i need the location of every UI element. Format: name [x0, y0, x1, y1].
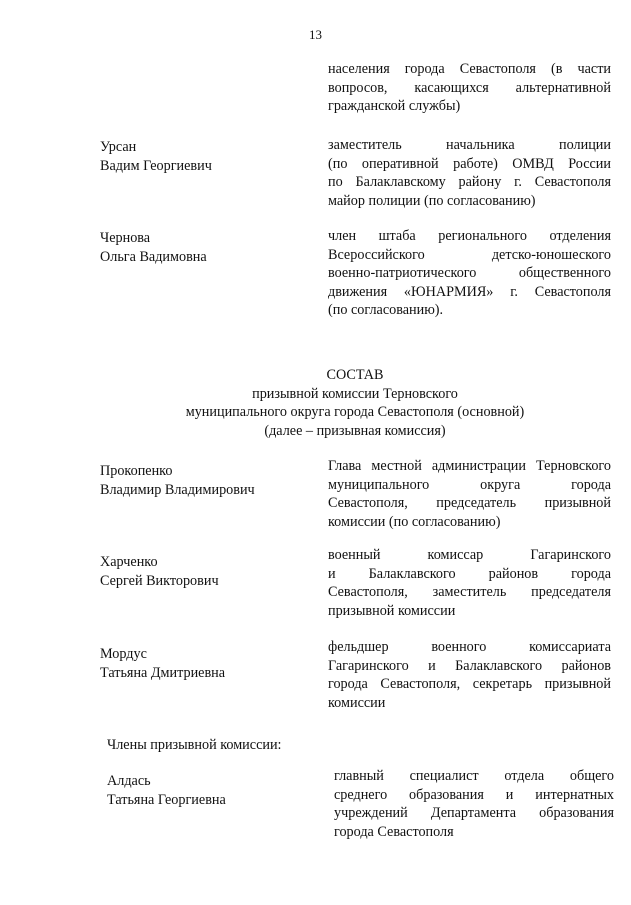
desc-line: (по оперативной работе) ОМВД России — [328, 155, 611, 172]
continuation-text — [328, 60, 611, 116]
section-subtitle: (далее – призывная комиссия) — [264, 422, 446, 439]
position-description — [328, 227, 611, 320]
person-name — [100, 462, 310, 499]
desc-line: Гагаринского и Балаклавского районов — [328, 657, 611, 674]
desc-line: главный специалист отдела общего — [334, 768, 614, 784]
person-name — [100, 138, 310, 175]
desc-line: города Севастополя — [334, 823, 454, 840]
desc-line: гражданской службы) — [328, 98, 461, 114]
desc-line: муниципального округа города — [328, 476, 611, 493]
surname: Харченко — [100, 554, 158, 570]
position-description — [328, 638, 611, 712]
desc-line: Глава местной администрации Терновского — [328, 458, 611, 474]
given-names: Татьяна Георгиевна — [107, 791, 226, 808]
surname: Чернова — [100, 230, 151, 246]
position-description — [334, 767, 614, 841]
person-name — [100, 553, 310, 590]
desc-line: среднего образования и интернатных — [334, 786, 614, 803]
desc-line: вопросов, касающихся альтернативной — [328, 79, 611, 96]
person-name — [107, 772, 317, 809]
desc-line: комиссии (по согласованию) — [328, 513, 501, 530]
section-title — [130, 366, 580, 440]
desc-line: член штаба регионального отделения — [328, 228, 611, 244]
desc-line: города Севастополя, секретарь призывной — [328, 676, 611, 692]
given-names: Сергей Викторович — [100, 572, 219, 589]
position-description — [328, 136, 611, 210]
surname: Урсан — [100, 139, 137, 155]
position-description — [328, 546, 611, 620]
desc-line: (по согласованию). — [328, 302, 444, 318]
given-names: Владимир Владимирович — [100, 481, 255, 498]
section-subtitle: призывной комиссии Терновского — [252, 385, 458, 402]
given-names: Татьяна Дмитриевна — [100, 664, 226, 681]
desc-line: населения города Севастополя (в части — [328, 61, 611, 77]
given-names: Ольга Вадимовна — [100, 248, 207, 265]
person-name — [100, 645, 310, 682]
desc-line: Севастополя, заместитель председателя — [328, 584, 611, 600]
position-description — [328, 457, 611, 531]
surname: Мордус — [100, 646, 147, 662]
desc-line: движения «ЮНАРМИЯ» г. Севастополя — [328, 283, 611, 300]
person-name — [100, 229, 310, 266]
desc-line: фельдшер военного комиссариата — [328, 639, 611, 655]
desc-line: комиссии — [328, 694, 386, 711]
section-heading: СОСТАВ — [326, 367, 384, 383]
page-number: 13 — [309, 27, 322, 42]
desc-line: военный комиссар Гагаринского — [328, 547, 611, 563]
desc-line: Всероссийского детско-юношеского — [328, 246, 611, 263]
surname: Прокопенко — [100, 463, 173, 479]
desc-line: майор полиции (по согласованию) — [328, 192, 536, 209]
given-names: Вадим Георгиевич — [100, 157, 212, 174]
members-label: Члены призывной комиссии: — [107, 737, 282, 753]
desc-line: заместитель начальника полиции — [328, 137, 611, 153]
section-subtitle: муниципального округа города Севастополя (основной) — [185, 404, 525, 420]
desc-line: призывной комиссии — [328, 602, 456, 619]
desc-line: по Балаклавскому району г. Севастополя — [328, 174, 611, 190]
surname: Алдась — [107, 773, 151, 789]
desc-line: военно-патриотического общественного — [328, 265, 611, 281]
desc-line: и Балаклавского районов города — [328, 565, 611, 582]
desc-line: Севастополя, председатель призывной — [328, 495, 611, 511]
desc-line: учреждений Департамента образования — [334, 805, 614, 821]
